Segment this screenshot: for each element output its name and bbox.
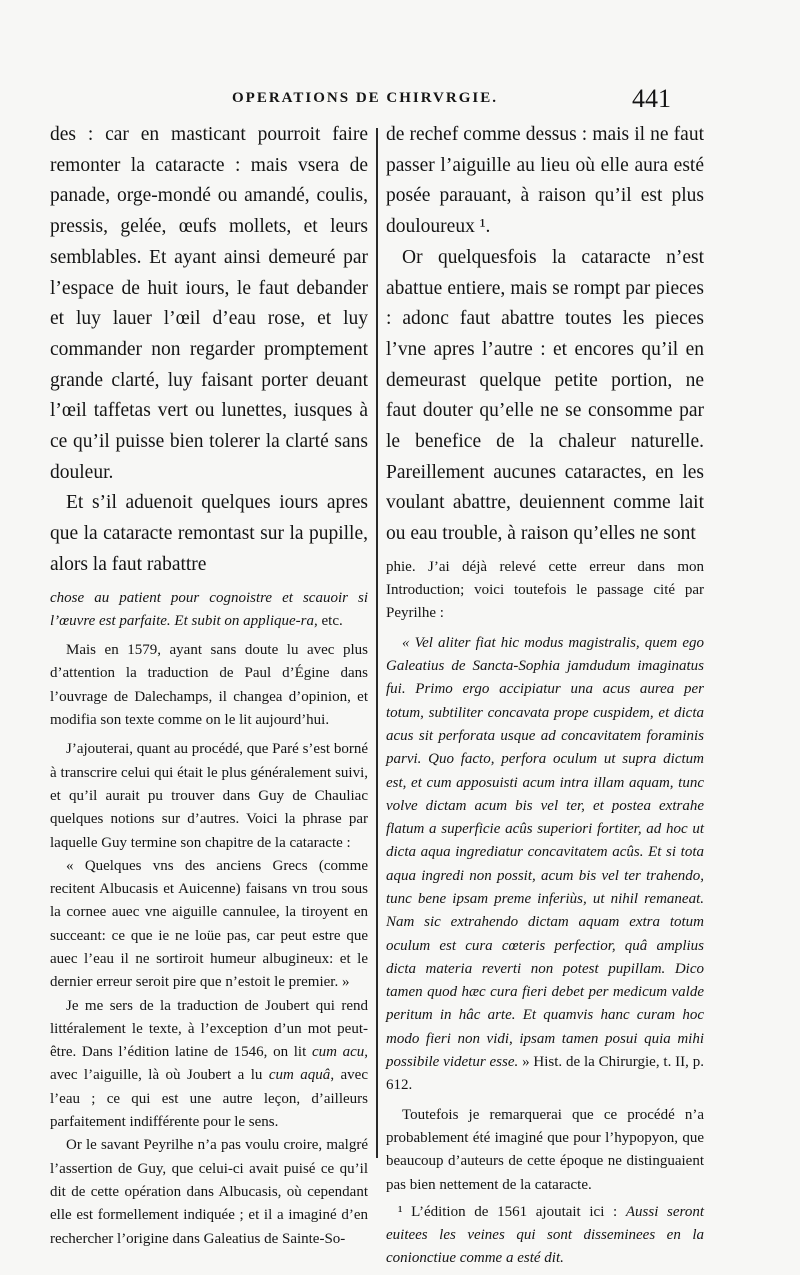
- left-column: [50, 120, 368, 1251]
- footnote-text: ¹ L’édition de 1561 ajoutait ici :: [398, 1203, 626, 1220]
- right-notes: [386, 556, 704, 1271]
- note-paragraph: phie. J’ai déjà relevé cette erreur dans mon Introduction; voici toutefois le passage cité par Peyrilhe :: [386, 558, 704, 622]
- citation: » Hist. de la Chirurgie, t. II, p. 612.: [386, 1054, 704, 1094]
- paragraph: des : car en masticant pourroit faire remonter la cataracte : mais vsera de panade, orge-mondé ou amandé, coulis, pressis, gelée, œufs mollets, et leurs semblables. Et ayant ainsi demeuré par l’espace de huit iours, le faut debander et luy lauer l’œil d’eau rose, et luy commander non regarder promptement grande clarté, luy faisant porter deuant l’œil taffetas vert ou lunettes, iusques à ce qu’il puisse bien tolerer la clarté sans douleur.: [50, 124, 368, 483]
- note-text: , avec l’eau ; ce qui est une autre leçon, d’ailleurs parfaitement indifférente pour le sens.: [50, 1067, 368, 1131]
- latin-quote: [386, 632, 704, 1098]
- note-text: , etc.: [314, 612, 343, 629]
- note-paragraph: Or le savant Peyrilhe n’a pas voulu croire, malgré l’assertion de Guy, que celui-ci avait puisé ce qu’il dit de cette opération dans Albucasis, où cependant elle est formellement indiquée ; et il a imaginé d’en rechercher l’origine dans Galeatius de Sainte-So-: [50, 1137, 368, 1247]
- note-paragraph: [50, 995, 368, 1135]
- note-text: , avec l’aiguille, là où Joubert a lu: [50, 1044, 369, 1084]
- italic-term: cum aquâ: [268, 1067, 331, 1084]
- note-text: Je me sers de la traduction de Joubert qui rend littéralement le texte, à l’exception d’un mot peut-être. Dans l’édition latine de 1546, on lit: [50, 997, 368, 1061]
- paragraph: Or quelquesfois la cataracte n’est abattue entiere, mais se rompt par pieces : adonc faut abattre toutes les pieces l’vne apres l’autre : et encores qu’il en demeurast quelque petite portion, ne faut douter qu’elle ne se consomme par le benefice de la chaleur naturelle. Pareillement aucunes cataractes, en les voulant abattre, deuiennent comme lait ou eau trouble, à raison qu’elles ne sont: [386, 246, 704, 545]
- right-column: [386, 120, 704, 1271]
- note-paragraph: J’ajouterai, quant au procédé, que Paré s’est borné à transcrire celui qui était le plus généralement suivi, et qu’il aurait pu trouver dans Guy de Chauliac quelques notions sur d’autres. Voici la phrase par laquelle Guy termine son chapitre de la cataracte :: [50, 741, 368, 851]
- page-number: 441: [632, 84, 671, 113]
- column-divider: [376, 128, 378, 1158]
- note-quote: « Quelques vns des anciens Grecs (comme recitent Albucasis et Auicenne) faisans vn trou sous la cornee auec vne aiguille cannulee, la tiroyent en succeant: ce que ie ne loüe pas, car peut estre que auec l’eau il ne sortiroit humeur albugineux: et le dernier erreur seroit pire que n’estoit le premier. »: [50, 857, 368, 991]
- italic-term: cum acu: [311, 1044, 365, 1061]
- left-notes: [50, 587, 368, 1251]
- note-paragraph: Mais en 1579, ayant sans doute lu avec plus d’attention la traduction de Paul d’Égine dans l’ouvrage de Dalechamps, il changea d’opinion, et modifia son texte comme on le lit aujourd’hui.: [50, 642, 368, 729]
- italic-quote: chose au patient pour cognoistre et scauoir si l’œuvre est parfaite. Et subit on applique-ra: [50, 589, 368, 629]
- paragraph: Et s’il aduenoit quelques iours apres que la cataracte remontast sur la pupille, alors la faut rabattre: [50, 492, 368, 575]
- left-main-text: [50, 120, 368, 581]
- footnote: [386, 1201, 704, 1271]
- footnote-italic: Aussi seront euitees les veines qui sont disseminees en la conionctiue comme a esté dit.: [386, 1203, 705, 1267]
- right-main-text: [386, 120, 704, 550]
- running-head: OPERATIONS DE CHIRVRGIE.: [232, 90, 498, 106]
- latin-text: « Vel aliter fiat hic modus magistralis, quem ego Galeatius de Sancta-Sophia jamdudum imaginatus fui. Primo ergo accipiatur una acus aurea per totum, subtiliter concavata prope cuspidem, et dicta acus sit perforata usque ad concavitatem foraminis parvi. Quo facto, perfora oculum ut supra dictum est, et cum apposuisti acum intra illam aquam, tunc volve dictam acum bis vel ter, et postea extrahe flatum a superficie acûs superiori fortiter, ad hoc ut dicta aqua ingrediatur concavitatem acûs. Et si tota aqua ingredi non possit, acum bis vel ter trahendo, tunc bene ipsam preme inferiùs, ut nihil remaneat. Nam sic extrahendo dictam aquam extra totum oculum est cura cœteris perfectior, quâ amplius dicta materia reverti non potest pupillam. Dico tamen quod hæc cura fieri debet per medicum valde peritum in hâc arte. Et quamvis hanc curam hoc modo fieri non vidi, ipsam tamen posui quia mihi possibile videtur esse.: [386, 634, 704, 1071]
- paragraph: de rechef comme dessus : mais il ne faut passer l’aiguille au lieu où elle aura esté posée parauant, à raison qu’il est plus douloureux ¹.: [386, 124, 704, 238]
- note-paragraph: [50, 587, 368, 634]
- note-paragraph: Toutefois je remarquerai que ce procédé n’a probablement été imaginé que pour l’hypopyon, que beaucoup d’auteurs de cette époque ne distinguaient pas bien nettement de la cataracte.: [386, 1106, 704, 1193]
- page-header: [0, 84, 800, 112]
